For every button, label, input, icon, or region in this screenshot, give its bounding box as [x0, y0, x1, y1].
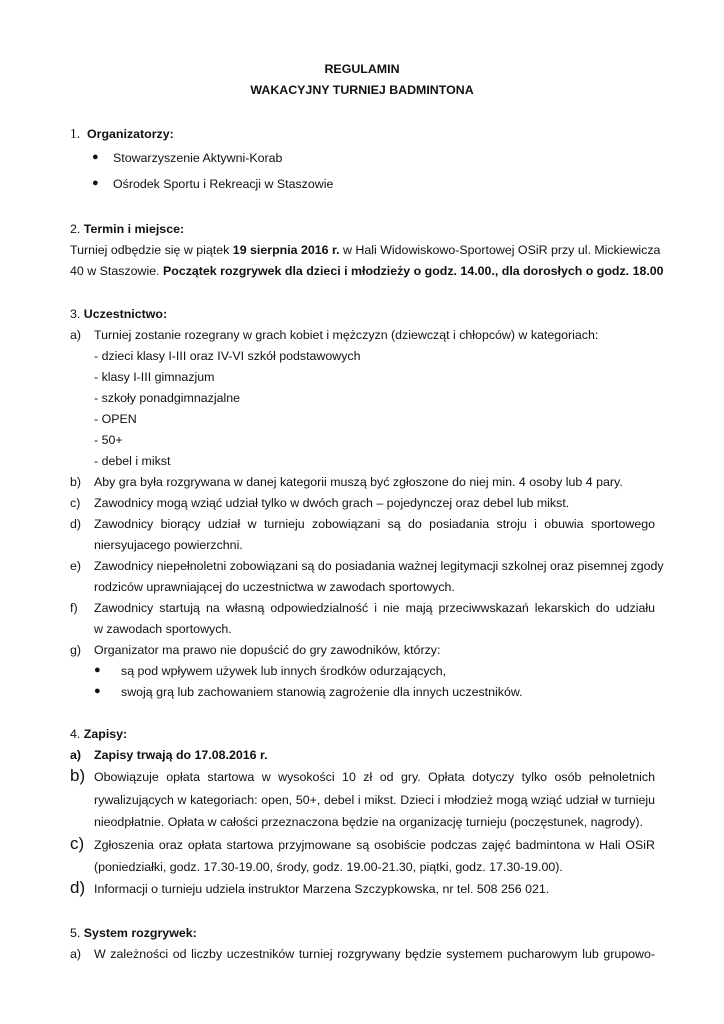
item-text: Aby gra była rozgrywana w danej kategorii muszą być zgłoszone do niej min. 4 osoby lub 4 pary. [94, 475, 623, 489]
item-text-continued: rodziców uprawniającej do uczestnictwa w zawodach sportowych. [94, 580, 455, 594]
section-3-title: Uczestnictwo: [83, 307, 168, 321]
category-item: - dzieci klasy I-III oraz IV-VI szkół podstawowych [94, 349, 361, 363]
document-subtitle: WAKACYJNY TURNIEJ BADMINTONA [250, 83, 474, 97]
item-text: Organizator ma prawo nie dopuścić do gry zawodników, którzy: [94, 643, 441, 657]
category-item: - klasy I-III gimnazjum [94, 370, 215, 384]
item-text-continued: niersyujacego powierzchni. [94, 538, 243, 552]
section-4-heading [70, 727, 127, 741]
exclusion-item: swoją grą lub zachowaniem stanowią zagrożenie dla innych uczestników. [121, 685, 523, 699]
item-label: c) [70, 834, 85, 853]
item-label: d) [70, 517, 82, 531]
section-1-title: Organizatorzy: [87, 127, 174, 141]
item-text-continued: rywalizujących w kategoriach: open, 50+, debel i mikst. Dzieci i młodzież mogą wziąć udział w turnieju [94, 793, 655, 807]
item-label: d) [70, 878, 86, 897]
bullet-icon: ● [94, 685, 101, 697]
item-label: g) [70, 643, 82, 657]
item-label: a) [70, 748, 82, 762]
section-2-number: 2. [70, 222, 81, 236]
start-times-text: Początek rozgrywek dla dzieci i młodzieży o godz. 14.00., dla dorosłych o godz. 18.00 [162, 264, 664, 278]
text-run: 40 w Staszowie. [70, 264, 160, 278]
item-label: e) [70, 559, 82, 573]
item-label: a) [70, 328, 82, 342]
section-2-paragraph-line-1 [70, 243, 661, 257]
text-run: Turniej odbędzie się w piątek [70, 243, 230, 257]
item-label: a) [70, 947, 82, 961]
item-text: W zależności od liczby uczestników turniej rozgrywany będzie systemem pucharowym lub grupowo- [94, 947, 655, 961]
section-2-title: Termin i miejsce: [83, 222, 185, 236]
item-text: Zawodnicy biorący udział w turnieju zobowiązani są do posiadania stroju i obuwia sportowego [94, 517, 655, 531]
bullet-icon: ● [94, 664, 101, 676]
category-item: - OPEN [94, 412, 137, 426]
section-5-title: System rozgrywek: [83, 926, 197, 940]
item-text: Zapisy trwają do 17.08.2016 r. [94, 748, 268, 762]
section-1-heading [70, 126, 174, 142]
item-text: Zawodnicy mogą wziąć udział tylko w dwóch grach – pojedynczej oraz debel lub mikst. [94, 496, 570, 510]
section-5-heading [70, 926, 197, 940]
item-label: c) [70, 496, 81, 510]
item-label: b) [70, 475, 82, 489]
section-3-heading [70, 307, 167, 321]
item-text: Informacji o turnieju udziela instruktor Marzena Szczypkowska, nr tel. 508 256 021. [94, 882, 550, 896]
category-item: - szkoły ponadgimnazjalne [94, 391, 241, 405]
bullet-icon: ● [92, 177, 99, 189]
section-2-heading [70, 222, 184, 236]
section-1-number: 1. [70, 126, 81, 141]
item-text: Obowiązuje opłata startowa w wysokości 10 zł od gry. Opłata dotyczy tylko osób pełnoletnich [94, 770, 655, 784]
item-text-continued: w zawodach sportowych. [94, 622, 232, 636]
organizer-item: Ośrodek Sportu i Rekreacji w Staszowie [113, 177, 334, 191]
date-text: 19 sierpnia 2016 r. [232, 243, 340, 257]
item-text: Turniej zostanie rozegrany w grach kobiet i mężczyzn (dziewcząt i chłopców) w kategoriach: [94, 328, 599, 342]
item-text-continued: nieodpłatnie. Opłata w całości przeznaczona będzie na organizację turnieju (poczęstunek, nagrody). [94, 815, 643, 829]
item-label: f) [70, 601, 78, 615]
section-4-title: Zapisy: [83, 727, 128, 741]
item-label: b) [70, 766, 86, 785]
text-run: w Hali Widowiskowo-Sportowej OSiR przy ul. Mickiewicza [343, 243, 661, 257]
section-5-number: 5. [70, 926, 81, 940]
item-text: Zgłoszenia oraz opłata startowa przyjmowane są osobiście podczas zajęć badmintona w Hali OSiR [94, 838, 655, 852]
item-text-continued: (poniedziałki, godz. 17.30-19.00, środy, godz. 19.00-21.30, piątki, godz. 17.30-19.00). [94, 860, 563, 874]
section-2-paragraph-line-2 [70, 264, 664, 278]
organizer-item: Stowarzyszenie Aktywni-Korab [113, 151, 283, 165]
section-3-number: 3. [70, 307, 81, 321]
category-item: - debel i mikst [94, 454, 171, 468]
section-4-number: 4. [70, 727, 81, 741]
exclusion-item: są pod wpływem używek lub innych środków odurzających, [121, 664, 447, 678]
item-text: Zawodnicy niepełnoletni zobowiązani są do posiadania ważnej legitymacji szkolnej oraz pisemnej zgody [94, 559, 664, 573]
bullet-icon: ● [92, 151, 99, 163]
document-title: REGULAMIN [324, 62, 400, 76]
item-text: Zawodnicy startują na własną odpowiedzialność i nie mają przeciwwskazań lekarskich do udziału [94, 601, 655, 615]
category-item: - 50+ [94, 433, 123, 447]
